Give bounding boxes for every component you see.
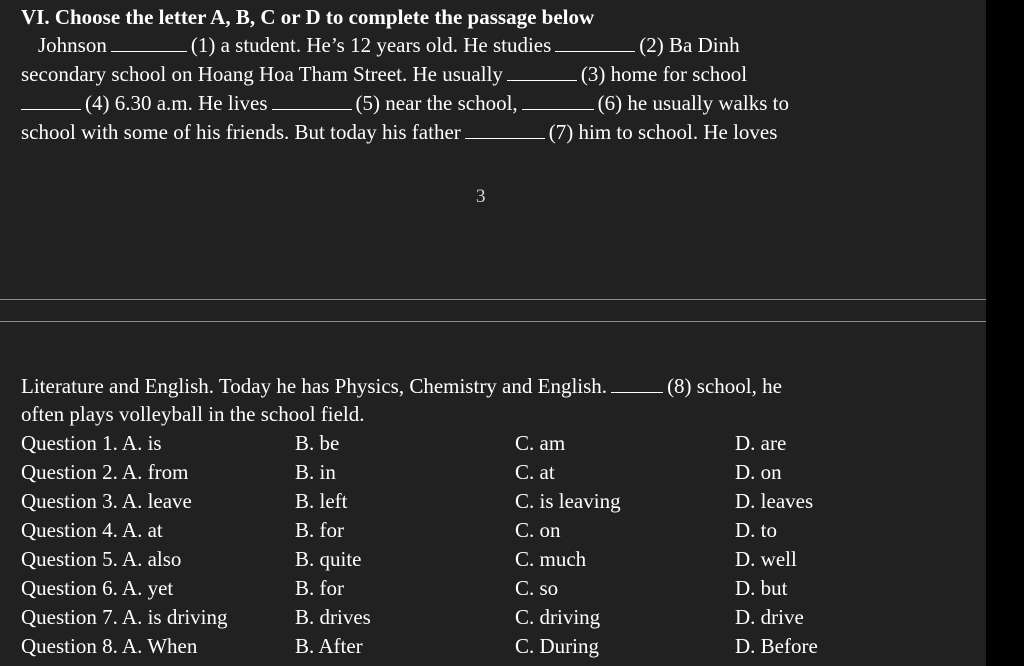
passage-text: (8) school, he bbox=[667, 374, 782, 398]
passage-line-3 bbox=[21, 91, 789, 116]
option-b: B. for bbox=[295, 576, 344, 600]
option-d: D. but bbox=[735, 576, 788, 600]
option-c: C. much bbox=[515, 547, 587, 571]
option-a: Question 2. A. from bbox=[21, 460, 189, 484]
option-b: B. be bbox=[295, 431, 340, 455]
passage-text: (6) he usually walks to bbox=[597, 91, 789, 115]
page-number: 3 bbox=[476, 186, 486, 207]
option-b: B. for bbox=[295, 518, 344, 542]
question-row bbox=[21, 632, 961, 661]
question-row bbox=[21, 545, 961, 574]
option-c: C. driving bbox=[515, 605, 601, 629]
answer-blank-6 bbox=[522, 91, 594, 110]
option-c: C. so bbox=[515, 576, 559, 600]
option-c: C. at bbox=[515, 460, 555, 484]
option-a: Question 5. A. also bbox=[21, 547, 182, 571]
answer-blank-1 bbox=[111, 33, 187, 52]
option-c: C. During bbox=[515, 634, 599, 658]
option-a: Question 8. A. When bbox=[21, 634, 198, 658]
option-a: Question 7. A. is driving bbox=[21, 605, 228, 629]
option-c: C. is leaving bbox=[515, 489, 621, 513]
option-b: B. left bbox=[295, 489, 348, 513]
question-row bbox=[21, 487, 961, 516]
option-b: B. in bbox=[295, 460, 336, 484]
option-d: D. Before bbox=[735, 634, 818, 658]
option-a: Question 1. A. is bbox=[21, 431, 162, 455]
passage-text: (2) Ba Dinh bbox=[639, 33, 740, 57]
option-c: C. am bbox=[515, 431, 566, 455]
passage-text: Johnson bbox=[38, 33, 107, 57]
option-d: D. drive bbox=[735, 605, 804, 629]
answer-blank-4 bbox=[21, 91, 81, 110]
option-d: D. to bbox=[735, 518, 777, 542]
option-c: C. on bbox=[515, 518, 561, 542]
question-row bbox=[21, 429, 961, 458]
passage-text: (5) near the school, bbox=[355, 91, 518, 115]
passage-line-2 bbox=[21, 62, 747, 87]
question-row bbox=[21, 574, 961, 603]
passage-text: (3) home for school bbox=[580, 62, 748, 86]
option-a: Question 3. A. leave bbox=[21, 489, 192, 513]
option-d: D. are bbox=[735, 431, 787, 455]
option-a: Question 4. A. at bbox=[21, 518, 163, 542]
option-d: D. leaves bbox=[735, 489, 814, 513]
option-b: B. quite bbox=[295, 547, 362, 571]
answer-blank-3 bbox=[507, 62, 577, 81]
page-break-line-bottom bbox=[0, 321, 986, 322]
question-row bbox=[21, 516, 961, 545]
option-b: B. drives bbox=[295, 605, 371, 629]
passage-text: secondary school on Hoang Hoa Tham Street. He usually bbox=[21, 62, 503, 86]
question-row bbox=[21, 603, 961, 632]
answer-blank-2 bbox=[555, 33, 635, 52]
option-a: Question 6. A. yet bbox=[21, 576, 174, 600]
passage-text: (7) him to school. He loves bbox=[548, 120, 778, 144]
passage-line-5 bbox=[21, 374, 782, 399]
section-title: VI. Choose the letter A, B, C or D to complete the passage below bbox=[21, 5, 595, 29]
passage-line-4 bbox=[21, 120, 777, 145]
option-b: B. After bbox=[295, 634, 363, 658]
passage-text: Literature and English. Today he has Physics, Chemistry and English. bbox=[21, 374, 608, 398]
option-d: D. well bbox=[735, 547, 797, 571]
question-row bbox=[21, 458, 961, 487]
answer-blank-7 bbox=[465, 120, 545, 139]
passage-line-6: often plays volleyball in the school field. bbox=[21, 402, 365, 426]
passage-text: school with some of his friends. But today his father bbox=[21, 120, 461, 144]
passage-text: (1) a student. He’s 12 years old. He studies bbox=[190, 33, 552, 57]
passage-text: (4) 6.30 a.m. He lives bbox=[85, 91, 268, 115]
option-d: D. on bbox=[735, 460, 782, 484]
answer-blank-8 bbox=[611, 374, 663, 393]
passage-line-1 bbox=[38, 33, 740, 58]
answer-blank-5 bbox=[272, 91, 352, 110]
page-break-line-top bbox=[0, 299, 986, 300]
